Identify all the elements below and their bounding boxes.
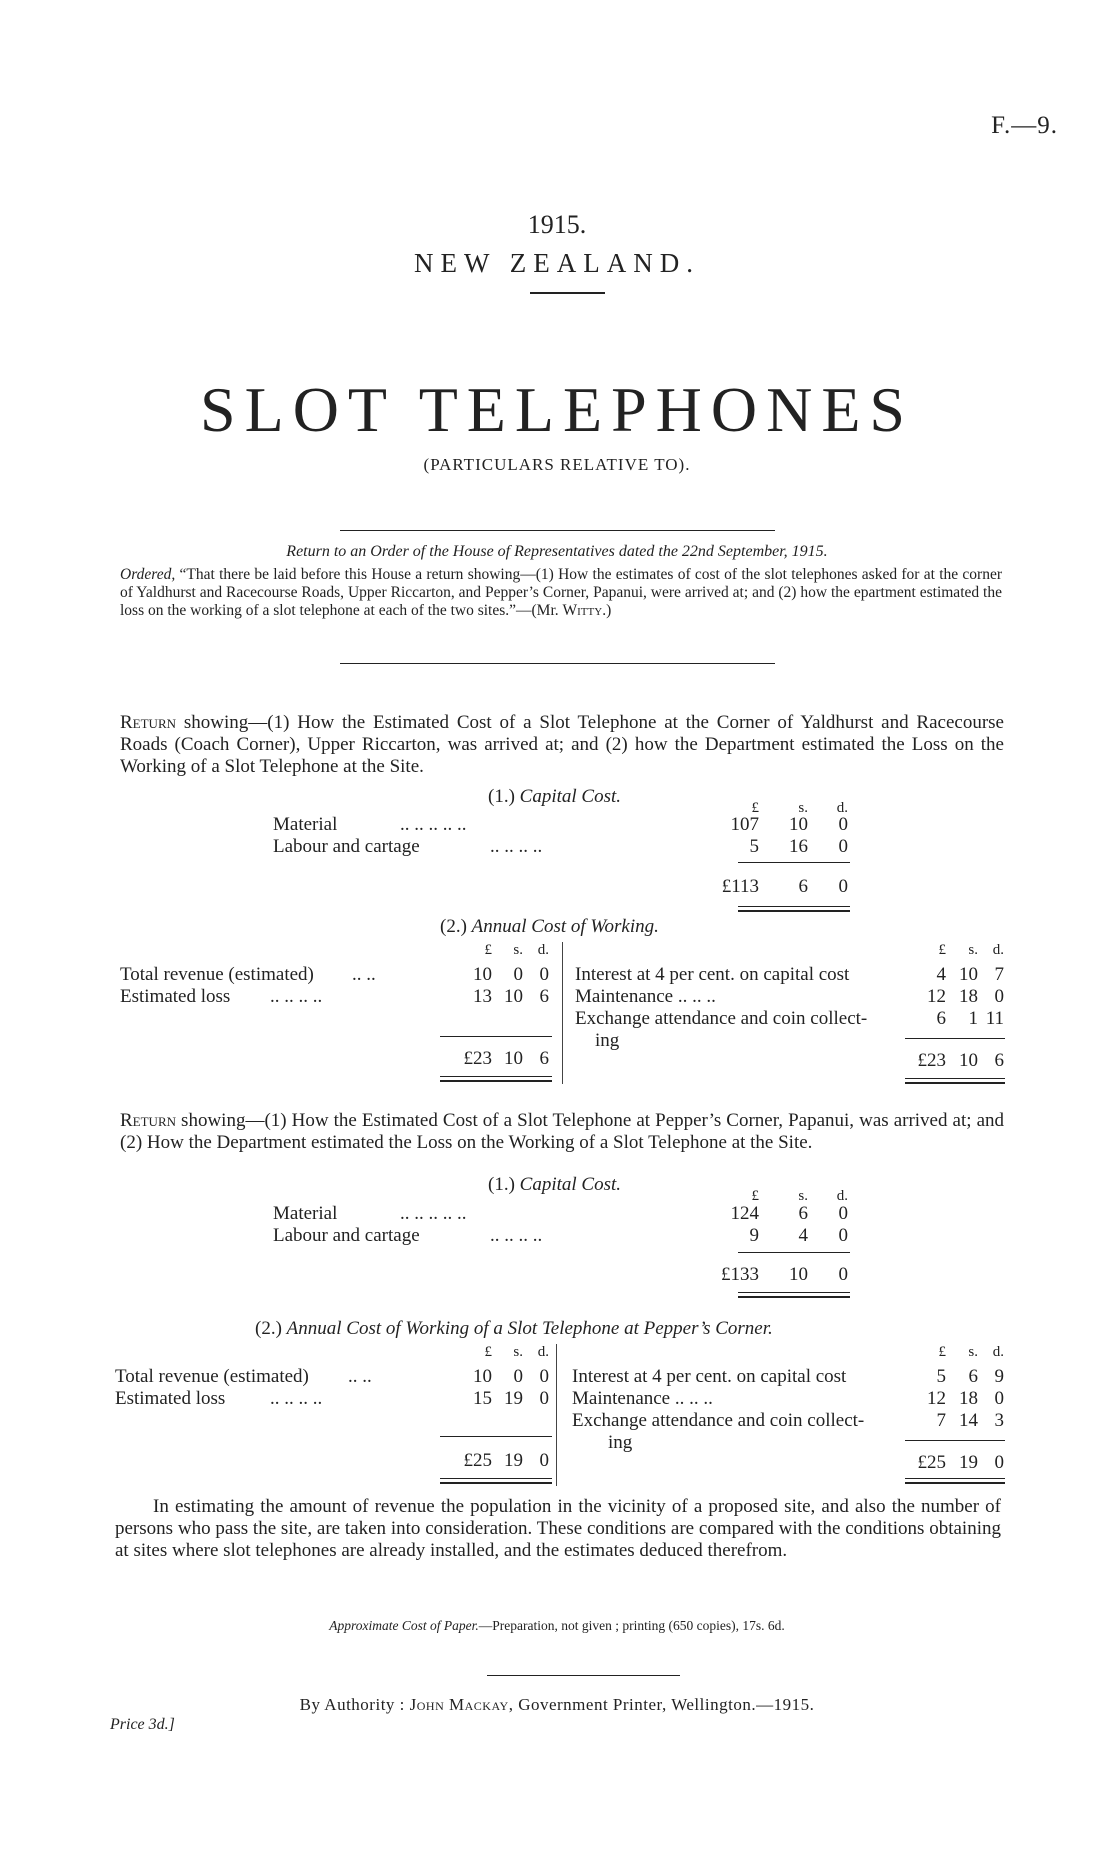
price-label: Price 3d.] xyxy=(110,1716,175,1733)
return-order-line: Return to an Order of the House of Representatives dated the 22nd September, 1915. xyxy=(286,543,828,560)
return-1-capital-heading: (1.) Capital Cost. xyxy=(488,786,622,807)
total-double-rule xyxy=(905,1478,1005,1479)
left-total-shillings: 19 xyxy=(504,1450,523,1471)
capital-total-pence: 0 xyxy=(838,876,848,897)
return-1-lead: Return xyxy=(120,712,177,733)
leader-dots: .. .. .. .. xyxy=(490,836,543,857)
right-row: Maintenance .. .. .. xyxy=(575,986,716,1007)
capital-total-pence: 0 xyxy=(838,1264,848,1285)
amount-pounds: 7 xyxy=(936,1410,946,1431)
leader-dots: .. .. .. .. xyxy=(490,1225,543,1246)
cost-of-paper-note xyxy=(0,1618,1114,1634)
amount-pounds: 12 xyxy=(927,986,946,1007)
lsd-header: d. xyxy=(836,1188,848,1204)
lsd-header: s. xyxy=(513,1344,523,1360)
lsd-header: s. xyxy=(513,942,523,958)
lsd-header: d. xyxy=(992,942,1004,958)
amount-pounds: 12 xyxy=(927,1388,946,1409)
amount-pence: 0 xyxy=(838,1203,848,1224)
amount-shillings: 14 xyxy=(959,1410,978,1431)
left-row: Estimated loss xyxy=(120,986,231,1007)
left-total-pence: 0 xyxy=(539,1450,549,1471)
amount-pence: 0 xyxy=(838,836,848,857)
amount-shillings: 6 xyxy=(798,1203,808,1224)
member-name: Witty xyxy=(562,602,603,619)
document-year: 1915. xyxy=(527,210,587,239)
amount-shillings: 18 xyxy=(959,1388,978,1409)
total-double-rule xyxy=(738,1296,850,1298)
right-row: Maintenance .. .. .. xyxy=(572,1388,713,1409)
divider xyxy=(340,530,775,531)
capital-row: Material xyxy=(273,814,338,835)
sum-rule xyxy=(738,862,850,863)
return-2-paragraph xyxy=(120,1110,1004,1154)
amount-pence: 3 xyxy=(994,1410,1004,1431)
column-divider xyxy=(562,942,563,1084)
sum-rule xyxy=(905,1038,1005,1039)
left-total-pounds: £23 xyxy=(463,1048,492,1069)
amount-pence: 9 xyxy=(994,1366,1004,1387)
amount-shillings: 19 xyxy=(504,1388,523,1409)
amount-pounds: 5 xyxy=(936,1366,946,1387)
total-double-rule xyxy=(905,1082,1005,1084)
authority-line: By Authority : John Mackay, Government Printer, Wellington.—1915. xyxy=(299,1695,815,1714)
printer-name: John Mackay xyxy=(409,1695,509,1714)
capital-row: Material xyxy=(273,1203,338,1224)
amount-shillings: 10 xyxy=(959,964,978,985)
amount-pence: 6 xyxy=(539,986,549,1007)
right-total-pounds: £23 xyxy=(917,1050,946,1071)
page-subtitle: (PARTICULARS RELATIVE TO). xyxy=(423,455,691,474)
amount-pence: 7 xyxy=(994,964,1004,985)
left-total-pence: 6 xyxy=(539,1048,549,1069)
return-1-shilling-header: s. xyxy=(798,800,808,816)
total-double-rule xyxy=(440,1080,552,1082)
lsd-header: d. xyxy=(537,1344,549,1360)
amount-shillings: 16 xyxy=(789,836,808,857)
lsd-header: £ xyxy=(484,942,492,958)
left-total-pounds: £25 xyxy=(463,1450,492,1471)
return-1-paragraph xyxy=(120,712,1004,778)
amount-pounds: 6 xyxy=(936,1008,946,1029)
capital-total-shillings: 10 xyxy=(789,1264,808,1285)
document-country: NEW ZEALAND. xyxy=(414,248,700,278)
left-total-shillings: 10 xyxy=(504,1048,523,1069)
right-row: Exchange attendance and coin collect- xyxy=(575,1008,868,1029)
total-double-rule xyxy=(440,1076,552,1077)
amount-pence: 0 xyxy=(539,1388,549,1409)
divider xyxy=(487,1675,680,1676)
leader-dots: .. .. .. .. .. xyxy=(400,814,467,835)
lsd-header: s. xyxy=(968,1344,978,1360)
lsd-header: £ xyxy=(751,1188,759,1204)
amount-pounds: 10 xyxy=(473,1366,492,1387)
amount-pence: 0 xyxy=(994,1388,1004,1409)
leader-dots: .. .. xyxy=(352,964,376,985)
amount-pounds: 5 xyxy=(749,836,759,857)
ordered-paragraph xyxy=(120,566,1002,620)
right-row: Interest at 4 per cent. on capital cost xyxy=(572,1366,847,1387)
return-2-capital-heading: (1.) Capital Cost. xyxy=(488,1174,622,1195)
return-1-pound-header: £ xyxy=(751,800,759,816)
leader-dots: .. .. .. .. xyxy=(270,1388,323,1409)
return-2-text: showing—(1) How the Estimated Cost of a Slot Telephone at Pepper’s Corner, Papanui, was arrived at; and (2) How the Department estimated the Loss on the Working of a Slot Telephone at the Site. xyxy=(120,1110,1004,1153)
right-row: Exchange attendance and coin collect- xyxy=(572,1410,865,1431)
divider xyxy=(530,292,605,294)
return-1-pence-header: d. xyxy=(836,800,848,816)
amount-shillings: 18 xyxy=(959,986,978,1007)
document-reference: F.—9. xyxy=(991,112,1058,139)
cost-text: —Preparation, not given ; printing (650 copies), 17s. 6d. xyxy=(478,1618,785,1633)
amount-pounds: 124 xyxy=(730,1203,759,1224)
right-total-pence: 6 xyxy=(994,1050,1004,1071)
sum-rule xyxy=(738,1252,850,1253)
ordered-label: Ordered, xyxy=(120,566,176,583)
lsd-header: d. xyxy=(992,1344,1004,1360)
total-double-rule xyxy=(440,1478,552,1479)
column-divider xyxy=(556,1344,557,1486)
cost-label: Approximate Cost of Paper. xyxy=(329,1618,479,1633)
right-total-shillings: 10 xyxy=(959,1050,978,1071)
return-1-annual-heading: (2.) Annual Cost of Working. xyxy=(440,916,659,937)
right-row-continuation: ing xyxy=(608,1432,633,1453)
amount-shillings: 0 xyxy=(513,1366,523,1387)
amount-shillings: 4 xyxy=(798,1225,808,1246)
total-double-rule xyxy=(738,1292,850,1293)
ordered-end: .) xyxy=(602,602,612,619)
capital-row: Labour and cartage xyxy=(273,1225,420,1246)
left-row: Total revenue (estimated) xyxy=(115,1366,309,1387)
lsd-header: d. xyxy=(537,942,549,958)
leader-dots: .. .. .. .. xyxy=(270,986,323,1007)
return-1-text: showing—(1) How the Estimated Cost of a Slot Telephone at the Corner of Yaldhurst and Racecourse Roads (Coach Corner), Upper Riccarton, was arrived at; and (2) how the Department estimated the Loss on the Working of a Slot Telephone at the Site. xyxy=(120,712,1004,777)
leader-dots: .. .. .. .. .. xyxy=(400,1203,467,1224)
capital-total-pounds: £113 xyxy=(721,876,759,897)
amount-pence: 0 xyxy=(994,986,1004,1007)
amount-pounds: 9 xyxy=(749,1225,759,1246)
page-title: SLOT TELEPHONES xyxy=(200,374,914,445)
right-row: Interest at 4 per cent. on capital cost xyxy=(575,964,850,985)
lsd-header: s. xyxy=(968,942,978,958)
left-row: Estimated loss xyxy=(115,1388,226,1409)
total-double-rule xyxy=(905,1482,1005,1484)
amount-pence: 0 xyxy=(539,1366,549,1387)
amount-pounds: 107 xyxy=(730,814,759,835)
amount-shillings: 1 xyxy=(968,1008,978,1029)
ordered-text: “That there be laid before this House a return showing—(1) How the estimates of cost of the slot telephones asked for at the corner of Yaldhurst and Racecourse Roads, Upper Riccarton, and Pepper’s Corner, Papanui, were arrived at; and (2) how the epartment estimated the loss on the working of a slot telephone at each of the two sites.”—(Mr. xyxy=(120,566,1003,619)
amount-pounds: 15 xyxy=(473,1388,492,1409)
total-double-rule xyxy=(905,1078,1005,1079)
amount-pounds: 4 xyxy=(936,964,946,985)
amount-shillings: 6 xyxy=(968,1366,978,1387)
return-2-lead: Return xyxy=(120,1110,177,1131)
lsd-header: £ xyxy=(484,1344,492,1360)
left-row: Total revenue (estimated) xyxy=(120,964,314,985)
amount-pence: 0 xyxy=(838,1225,848,1246)
capital-total-shillings: 6 xyxy=(798,876,808,897)
amount-shillings: 10 xyxy=(504,986,523,1007)
right-total-shillings: 19 xyxy=(959,1452,978,1473)
total-double-rule xyxy=(738,906,850,907)
amount-pounds: 10 xyxy=(473,964,492,985)
sum-rule xyxy=(440,1436,552,1437)
return-2-annual-heading: (2.) Annual Cost of Working of a Slot Telephone at Pepper’s Corner. xyxy=(255,1318,773,1339)
divider xyxy=(340,663,775,664)
lsd-header: s. xyxy=(798,1188,808,1204)
closing-paragraph: In estimating the amount of revenue the population in the vicinity of a proposed site, and also the number of persons who pass the site, are taken into consideration. These conditions are compared with the conditions obtaining at sites where slot telephones are already installed, and the estimates deduced therefrom. xyxy=(115,1496,1001,1561)
sum-rule xyxy=(905,1440,1005,1441)
right-row-continuation: ing xyxy=(595,1030,620,1051)
amount-pounds: 13 xyxy=(473,986,492,1007)
amount-shillings: 10 xyxy=(789,814,808,835)
capital-row: Labour and cartage xyxy=(273,836,420,857)
leader-dots: .. .. xyxy=(348,1366,372,1387)
right-total-pounds: £25 xyxy=(917,1452,946,1473)
amount-pence: 0 xyxy=(539,964,549,985)
amount-pence: 11 xyxy=(985,1008,1004,1029)
total-double-rule xyxy=(440,1482,552,1484)
amount-pence: 0 xyxy=(838,814,848,835)
sum-rule xyxy=(440,1036,552,1037)
lsd-header: £ xyxy=(938,942,946,958)
capital-total-pounds: £133 xyxy=(721,1264,759,1285)
amount-shillings: 0 xyxy=(513,964,523,985)
right-total-pence: 0 xyxy=(994,1452,1004,1473)
total-double-rule xyxy=(738,910,850,912)
lsd-header: £ xyxy=(938,1344,946,1360)
